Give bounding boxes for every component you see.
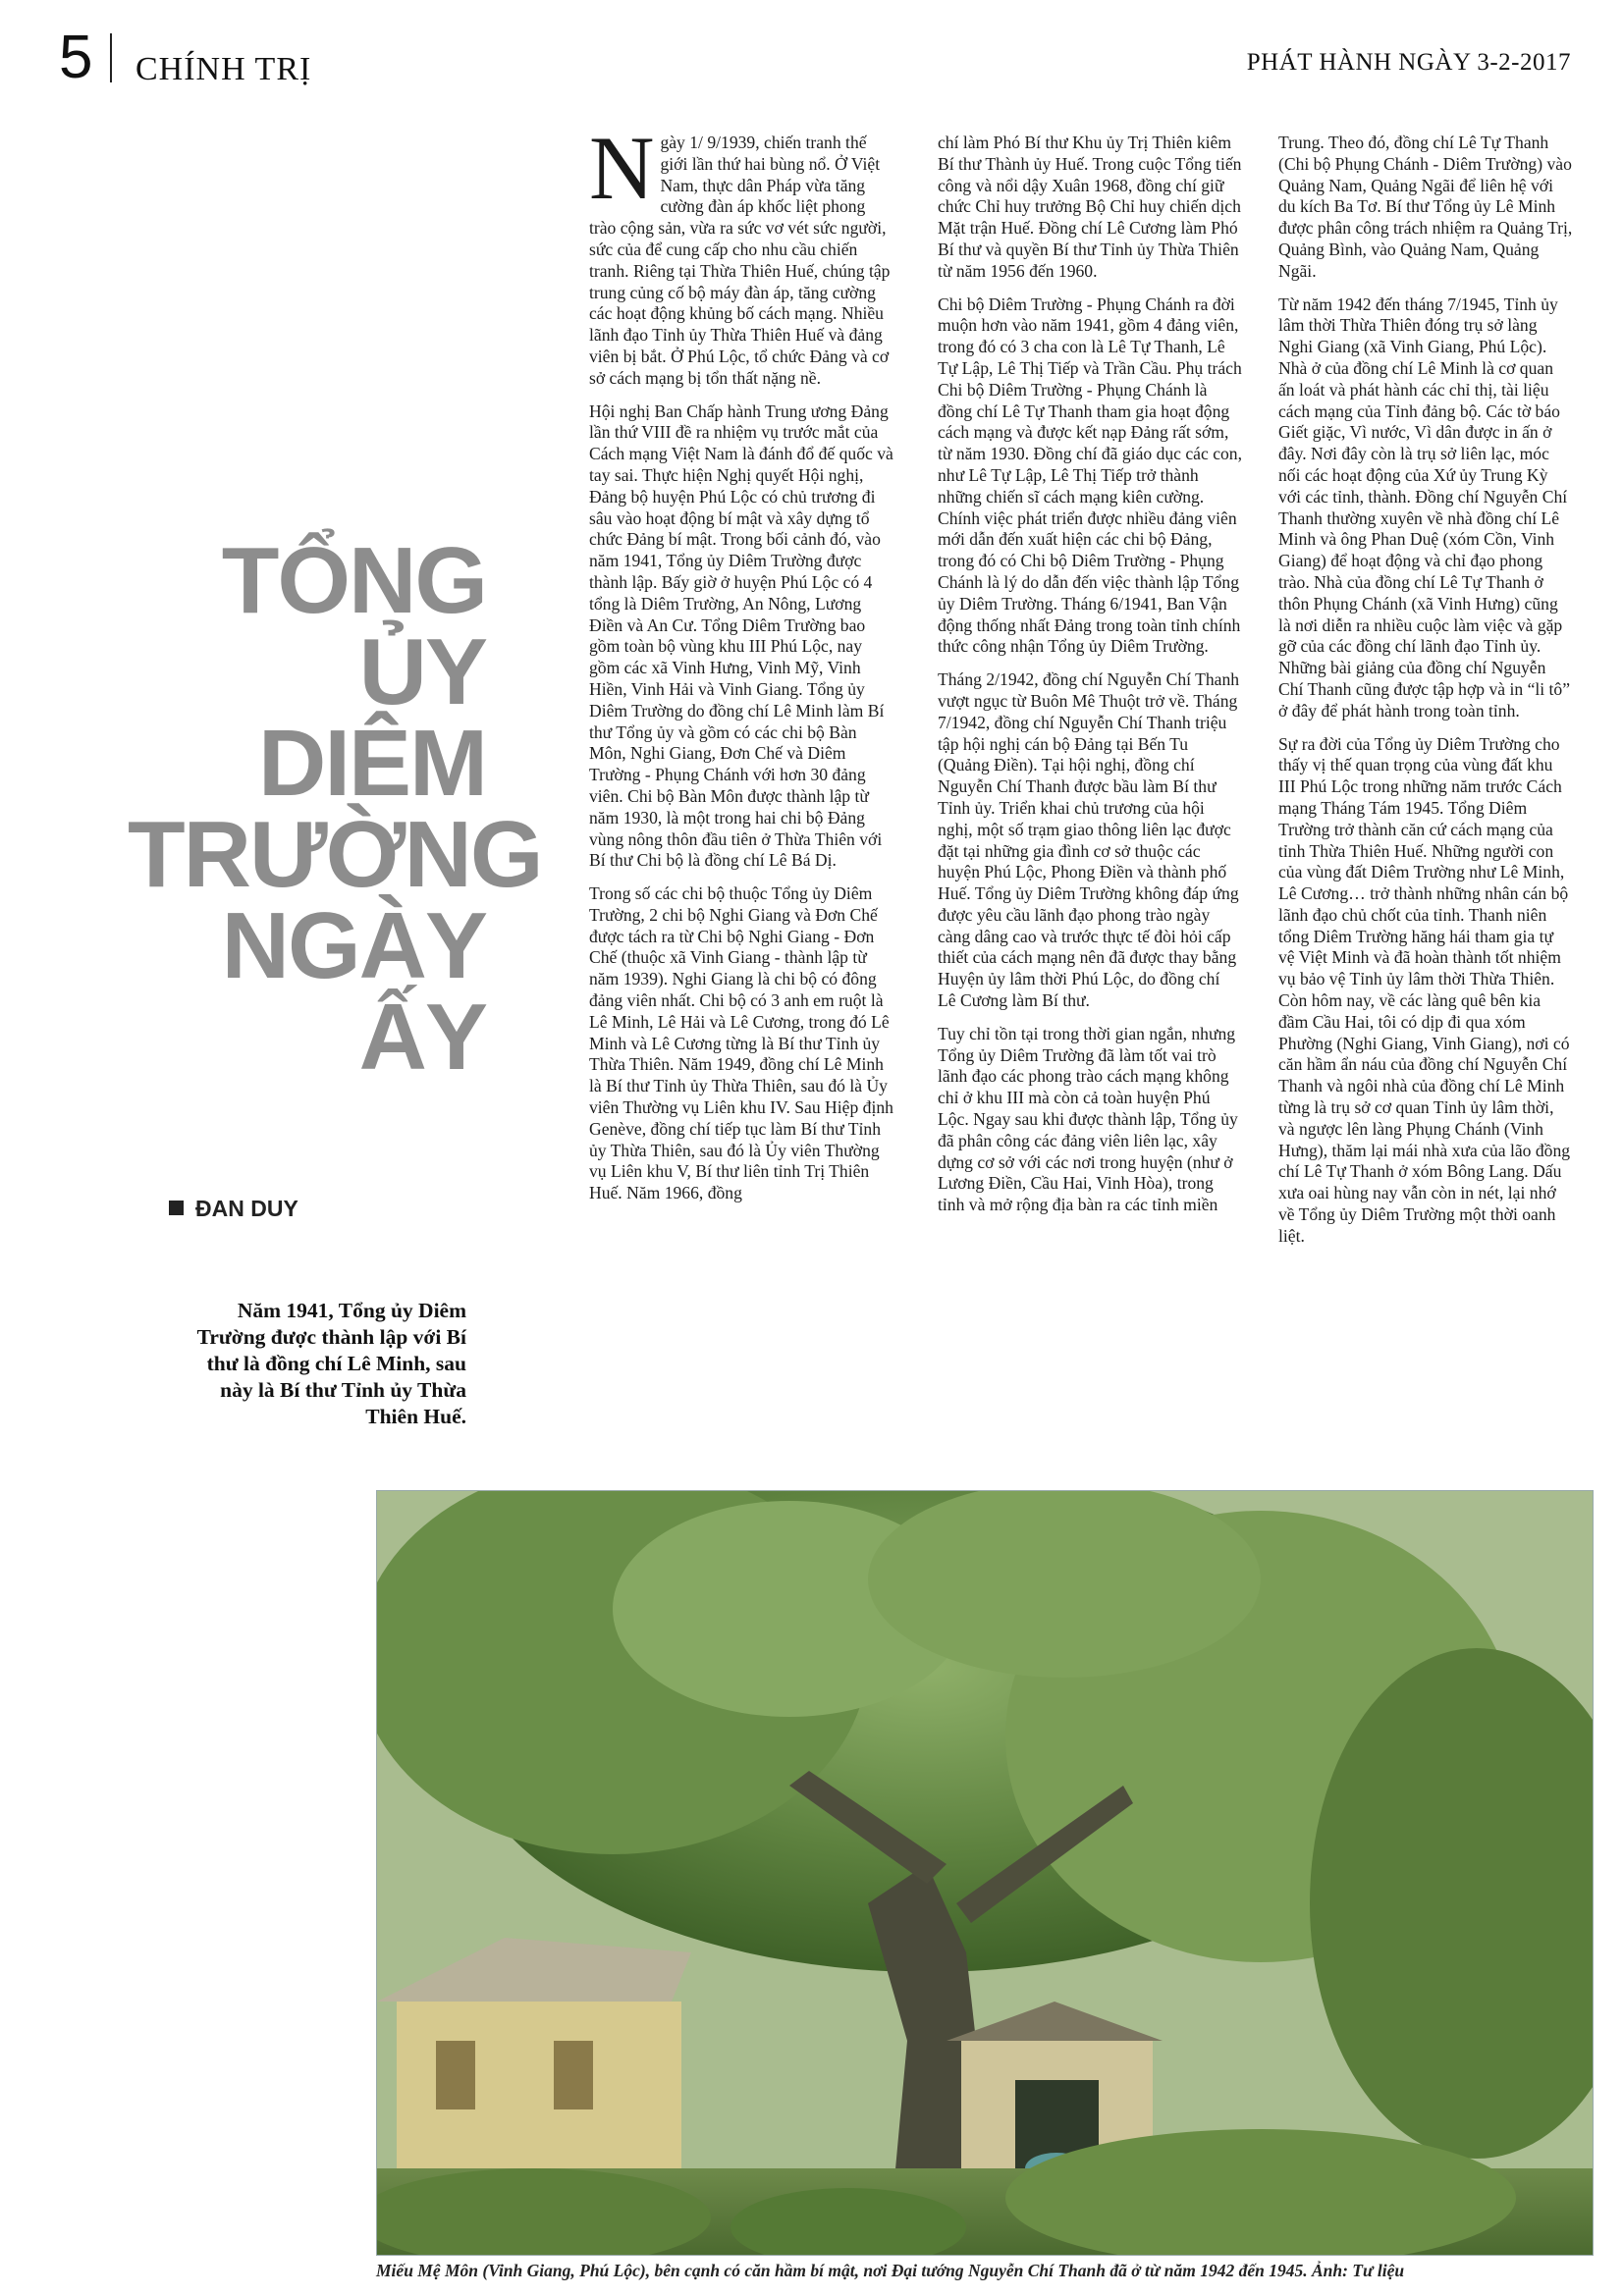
headline-line: TRƯỜNG bbox=[128, 802, 542, 907]
article-headline bbox=[128, 528, 542, 1090]
headline-line: DIÊM bbox=[258, 711, 486, 816]
paragraph: Từ năm 1942 đến tháng 7/1945, Tỉnh ủy lâm thời Thừa Thiên đóng trụ sở làng Nghi Giang (xã Vinh Giang, Phú Lộc). Nhà ở của đồng chí Lê Minh là cơ quan ấn loát và phát hành các chỉ thị, tài liệu cách mạng của Tỉnh đảng bộ. Các tờ báo Giết giặc, Vì nước, Vì dân được in ấn ở đây. Nơi đây còn là trụ sở liên lạc, móc nối các hoạt động của Xứ ủy Trung Kỳ với các tỉnh, thành. Đồng chí Nguyễn Chí Thanh thường xuyên về nhà đồng chí Lê Minh và ông Phan Duệ (xóm Cồn, Vinh Giang) để hoạt động và chỉ đạo phong trào. Nhà của đồng chí Lê Tự Thanh ở thôn Phụng Chánh (xã Vinh Hưng) cũng là nơi diễn ra nhiều cuộc làm việc và gặp gỡ của các đồng chí lãnh đạo Tỉnh ủy. Những bài giảng của đồng chí Nguyễn Chí Thanh cũng được tập hợp và in “li tô” ở đây để phát hành trong toàn tỉnh. bbox=[1278, 294, 1571, 721]
square-bullet-icon bbox=[169, 1201, 184, 1215]
issue-date: PHÁT HÀNH NGÀY 3-2-2017 bbox=[1246, 49, 1571, 76]
page-number: 5 bbox=[59, 24, 93, 91]
author-name: ĐAN DUY bbox=[195, 1196, 298, 1221]
paragraph: Tháng 2/1942, đồng chí Nguyễn Chí Thanh vượt ngục từ Buôn Mê Thuột trở về. Tháng 7/1942, đồng chí Nguyễn Chí Thanh triệu tập hội nghị cán bộ Đảng tại Bến Tu (Quảng Điền). Tại hội nghị, đồng chí Nguyễn Chí Thanh được bầu làm Bí thư Tỉnh ủy. Triển khai chủ trương của hội nghị, một số trạm giao thông liên lạc được đặt tại những gia đình cơ sở thuộc các huyện Phú Lộc, Phong Điền và thành phố Huế. Tổng ủy Diêm Trường không đáp ứng được yêu cầu lãnh đạo phong trào ngày càng dâng cao và trước thực tế đòi hỏi cấp thiết của cách mạng nên đã được thay bằng Huyện ủy lâm thời Phú Lộc, do đồng chí Lê Cương làm Bí thư. bbox=[938, 669, 1240, 1011]
article-sapo: Năm 1941, Tổng ủy Diêm Trường được thành lập với Bí thư là đồng chí Lê Minh, sau này là Bí thư Tỉnh ủy Thừa Thiên Huế. bbox=[196, 1299, 466, 1428]
section-title: CHÍNH TRỊ bbox=[135, 51, 312, 87]
article-column-2 bbox=[938, 133, 1242, 1463]
paragraph-text: gày 1/ 9/1939, chiến tranh thế giới lần thứ hai bùng nổ. Ở Việt Nam, thực dân Pháp vừa tăng cường đàn áp khốc liệt phong trào cộng sản, vừa ra sức vơ vét sức người, sức của để cung cấp cho nhu cầu chiến tranh. Riêng tại Thừa Thiên Huế, chúng tập trung củng cố bộ máy đàn áp, tăng cường các hoạt động khủng bố cách mạng. Nhiều lãnh đạo Tỉnh ủy Thừa Thiên Huế và đảng viên bị bắt. Ở Phú Lộc, tổ chức Đảng và cơ sở cách mạng bị tổn thất nặng nề. bbox=[589, 133, 891, 388]
paragraph: Trung. Theo đó, đồng chí Lê Tự Thanh (Chi bộ Phụng Chánh - Diêm Trường) vào Quảng Nam, Quảng Ngãi để liên hệ với du kích Ba Tơ. Bí thư Tổng ủy Lê Minh được phân công trách nhiệm ra Quảng Trị, Quảng Bình, vào Quảng Nam, Quảng Ngãi. bbox=[1278, 133, 1573, 281]
paragraph: Tuy chỉ tồn tại trong thời gian ngắn, nhưng Tổng ủy Diêm Trường đã làm tốt vai trò lãnh đạo các phong trào cách mạng không chỉ ở khu III mà còn cả toàn huyện Phú Lộc. Ngay sau khi được thành lập, Tổng ủy đã phân công các đảng viên liên lạc, xây dựng cơ sở với các nơi trong huyện (như ở Lương Điền, Cầu Hai, Vinh Hòa), trong tỉnh và mở rộng địa bàn ra các tỉnh miền bbox=[938, 1023, 1238, 1215]
shrine-tree-photo-illustration bbox=[377, 1491, 1593, 2255]
header-divider bbox=[110, 33, 112, 82]
headline-line: ẤY bbox=[358, 985, 486, 1090]
byline bbox=[169, 1196, 298, 1222]
paragraph bbox=[589, 133, 893, 390]
article-column-3 bbox=[1278, 133, 1573, 1463]
article-column-1 bbox=[589, 133, 893, 1463]
article-photo bbox=[376, 1490, 1594, 2256]
headline-line: ỦY bbox=[358, 619, 486, 724]
drop-cap: N bbox=[589, 133, 655, 218]
paragraph: Chi bộ Diêm Trường - Phụng Chánh ra đời muộn hơn vào năm 1941, gồm 4 đảng viên, trong đó có 3 cha con là Lê Tự Thanh, Lê Tự Lập, Lê Thị Tiếp và Trần Cầu. Phụ trách Chi bộ Diêm Trường - Phụng Chánh là đồng chí Lê Tự Thanh tham gia hoạt động cách mạng và được kết nạp Đảng rất sớm, từ năm 1930. Đồng chí đã giáo dục các con, như Lê Tự Lập, Lê Thị Tiếp trở thành những chiến sĩ cách mạng kiên cường. Chính việc phát triển được nhiều đảng viên mới dẫn đến xuất hiện các chi bộ Đảng, trong đó có Chi bộ Diêm Trường - Phụng Chánh là lý do dẫn đến việc thành lập Tổng ủy Diêm Trường. Tháng 6/1941, Ban Vận động thống nhất Đảng trong toàn tỉnh chính thức công nhận Tổng ủy Diêm Trường. bbox=[938, 294, 1242, 657]
page-header bbox=[59, 24, 1571, 96]
headline-line: NGÀY bbox=[221, 893, 486, 998]
paragraph: chí làm Phó Bí thư Khu ủy Trị Thiên kiêm Bí thư Thành ủy Huế. Trong cuộc Tổng tiến công và nổi dậy Xuân 1968, đồng chí giữ chức Chỉ huy trưởng Bộ Chỉ huy chiến dịch Mặt trận Huế. Đồng chí Lê Cương làm Phó Bí thư và quyền Bí thư Tỉnh ủy Thừa Thiên từ năm 1956 đến 1960. bbox=[938, 133, 1242, 281]
photo-caption: Miếu Mệ Môn (Vinh Giang, Phú Lộc), bên cạnh có căn hầm bí mật, nơi Đại tướng Nguyễn Chí Thanh đã ở từ năm 1942 đến 1945. Ảnh: Tư liệu bbox=[376, 2261, 1405, 2280]
paragraph: Hội nghị Ban Chấp hành Trung ương Đảng lần thứ VIII đề ra nhiệm vụ trước mắt của Cách mạng Việt Nam là đánh đổ đế quốc và tay sai. Thực hiện Nghị quyết Hội nghị, Đảng bộ huyện Phú Lộc có chủ trương đi sâu vào hoạt động bí mật và xây dựng tổ chức Đảng bí mật. Trong bối cảnh đó, vào năm 1941, Tổng ủy Diêm Trường được thành lập. Bấy giờ ở huyện Phú Lộc có 4 tổng là Diêm Trường, An Nông, Lương Điền và An Cư. Tổng Diêm Trường bao gồm toàn bộ vùng khu III Phú Lộc, nay gồm các xã Vinh Hưng, Vinh Mỹ, Vinh Hiền, Vinh Hải và Vinh Giang. Tổng ủy Diêm Trường do đồng chí Lê Minh làm Bí thư Tổng ủy và gồm có các chi bộ Bàn Môn, Nghi Giang, Đơn Chế và Diêm Trường - Phụng Chánh với hơn 30 đảng viên. Chi bộ Bàn Môn được thành lập từ năm 1930, là một trong hai chi bộ Đảng vùng nông thôn đầu tiên ở Thừa Thiên với Bí thư Chi bộ là đồng chí Lê Bá Dị. bbox=[589, 400, 893, 871]
headline-line: TỔNG bbox=[221, 528, 486, 633]
paragraph: Sự ra đời của Tổng ủy Diêm Trường cho thấy vị thế quan trọng của vùng đất khu III Phú Lộc trong những năm trước Cách mạng Tháng Tám 1945. Tổng Diêm Trường trở thành căn cứ cách mạng của tỉnh Thừa Thiên Huế. Những người con của vùng đất Diêm Trường như Lê Minh, Lê Cương… trở thành những nhân cán bộ lãnh đạo chủ chốt của tỉnh. Thanh niên tổng Diêm Trường hăng hái tham gia tự vệ Việt Minh và đã hoàn thành tốt nhiệm vụ bảo vệ Tỉnh ủy lâm thời Thừa Thiên. Còn hôm nay, về các làng quê bên kia đầm Cầu Hai, tôi có dịp đi qua xóm Phường (Nghi Giang, Vinh Giang), nơi có căn hầm ẩn náu của đồng chí Nguyễn Chí Thanh và ngôi nhà của đồng chí Lê Minh từng là trụ sở cơ quan Tỉnh ủy lâm thời, và ngược lên làng Phụng Chánh (Vinh Hưng), thăm lại mái nhà xưa của lão đồng chí Lê Tự Thanh ở xóm Bông Lang. Dấu xưa oai hùng nay vẫn còn in nét, lại nhớ về Tổng ủy Diêm Trường một thời oanh liệt. bbox=[1278, 733, 1571, 1246]
paragraph: Trong số các chi bộ thuộc Tổng ủy Diêm Trường, 2 chi bộ Nghi Giang và Đơn Chế được tách ra từ Chi bộ Nghi Giang - Đơn Chế (thuộc xã Vinh Giang - thành lập từ năm 1939). Nghi Giang là chi bộ có đông đảng viên nhất. Chi bộ có 3 anh em ruột là Lê Minh, Lê Hải và Lê Cương, trong đó Lê Minh và Lê Cương từng là Bí thư Tỉnh ủy Thừa Thiên. Năm 1949, đồng chí Lê Minh là Bí thư Tỉnh ủy Thừa Thiên, sau đó là Ủy viên Thường vụ Liên khu IV. Sau Hiệp định Genève, đồng chí tiếp tục làm Bí thư Tỉnh ủy Thừa Thiên, sau đó là Ủy viên Thường vụ Liên khu V, Bí thư liên tỉnh Trị Thiên Huế. Năm 1966, đồng bbox=[589, 883, 893, 1203]
